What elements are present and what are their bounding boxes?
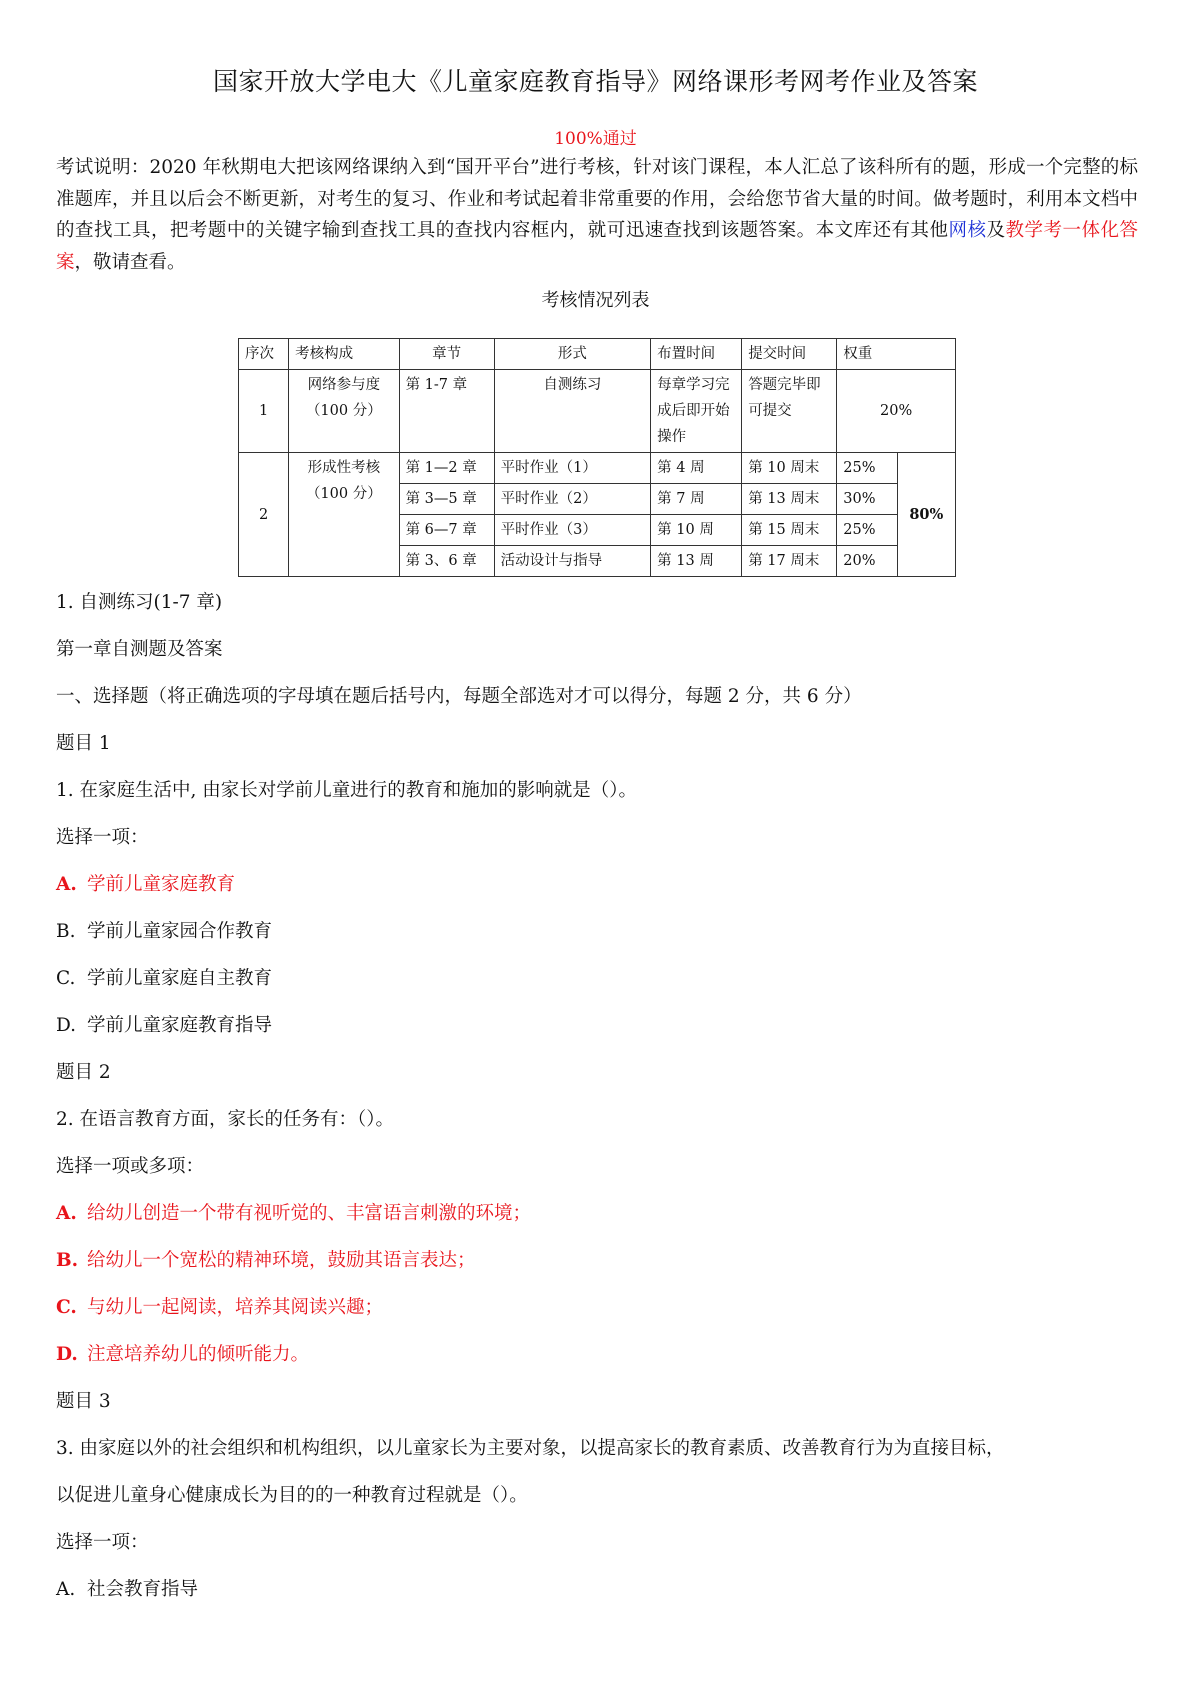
component-score: （100 分） xyxy=(305,486,382,502)
option-letter: D. xyxy=(56,1015,77,1036)
intro-text-2: 及 xyxy=(986,220,1006,241)
option-text: 学前儿童家庭自主教育 xyxy=(87,968,273,989)
component-cell xyxy=(289,370,399,453)
form-cell: 平时作业（2） xyxy=(494,484,650,515)
option-letter: A. xyxy=(56,1579,76,1600)
document-title: 国家开放大学电大《儿童家庭教育指导》网络课形考网考作业及答案 xyxy=(212,67,978,96)
header-cell: 提交时间 xyxy=(742,339,837,370)
intro-text-1: 考试说明：2020 年秋期电大把该网络课纳入到“国开平台”进行考核，针对该门课程，本人汇总了该科所有的题，形成一个完整的标准题库，并且以后会不断更新，对考生的复习、作业和考试起着非常重要的作用，会给您节省大量的时间。做考题时，利用本文档中的查找工具，把考题中的关键字输到查找工具的查找内容框内，就可迅速查找到该题答案。本文库还有其他 xyxy=(56,157,1138,241)
option-d[interactable] xyxy=(56,1340,309,1366)
option-letter: D. xyxy=(56,1344,78,1365)
table-row xyxy=(239,453,956,484)
option-a[interactable] xyxy=(56,1575,198,1601)
option-b[interactable] xyxy=(56,917,272,943)
option-c[interactable] xyxy=(56,964,272,990)
option-a[interactable] xyxy=(56,1199,531,1225)
component-name: 网络参与度 xyxy=(307,377,381,393)
section-heading: 1. 自测练习(1-7 章) xyxy=(56,592,223,613)
option-c[interactable] xyxy=(56,1293,383,1319)
submit-cell: 答题完毕即可提交 xyxy=(742,370,837,453)
submit-cell: 第 10 周末 xyxy=(742,453,837,484)
submit-cell: 第 17 周末 xyxy=(742,546,837,577)
intro-paragraph xyxy=(56,152,1138,278)
header-cell: 考核构成 xyxy=(289,339,399,370)
option-letter: C. xyxy=(56,968,76,989)
row-index: 2 xyxy=(239,453,289,577)
form-cell: 自测练习 xyxy=(494,370,650,453)
assign-cell: 第 4 周 xyxy=(651,453,742,484)
question-label: 题目 3 xyxy=(56,1391,111,1412)
question-prompt: 选择一项或多项： xyxy=(56,1156,205,1177)
question-stem: 3. 由家庭以外的社会组织和机构组织，以儿童家长为主要对象，以提高家长的教育素质、改善教育行为为直接目标， xyxy=(56,1438,1005,1459)
chapter-cell: 第 6—7 章 xyxy=(399,515,494,546)
option-text: 与幼儿一起阅读，培养其阅读兴趣； xyxy=(87,1297,384,1318)
assign-cell: 第 13 周 xyxy=(651,546,742,577)
question-prompt: 选择一项： xyxy=(56,827,149,848)
header-cell: 权重 xyxy=(837,339,956,370)
assessment-table xyxy=(238,338,956,577)
question-stem: 1. 在家庭生活中, 由家长对学前儿童进行的教育和施加的影响就是（）。 xyxy=(56,780,638,801)
table-caption: 考核情况列表 xyxy=(541,290,650,311)
wanghe-link[interactable]: 网核 xyxy=(948,220,987,241)
option-b[interactable] xyxy=(56,1246,476,1272)
option-a[interactable] xyxy=(56,870,235,896)
weight-cell: 25% xyxy=(837,515,897,546)
option-d[interactable] xyxy=(56,1011,272,1037)
pass-label: 100%通过 xyxy=(554,129,637,149)
component-score: （100 分） xyxy=(305,403,382,419)
weight-cell: 30% xyxy=(837,484,897,515)
option-text: 给幼儿一个宽松的精神环境，鼓励其语言表达； xyxy=(87,1250,476,1271)
header-cell: 章节 xyxy=(399,339,494,370)
weight-cell: 20% xyxy=(837,546,897,577)
assign-cell: 每章学习完成后即开始操作 xyxy=(651,370,742,453)
question-label: 题目 1 xyxy=(56,733,111,754)
component-name: 形成性考核 xyxy=(307,460,381,476)
submit-cell: 第 15 周末 xyxy=(742,515,837,546)
header-cell: 序次 xyxy=(239,339,289,370)
chapter-cell: 第 1-7 章 xyxy=(399,370,494,453)
chapter-cell: 第 3—5 章 xyxy=(399,484,494,515)
weight-cell: 20% xyxy=(837,370,956,453)
form-cell: 活动设计与指导 xyxy=(494,546,650,577)
option-text: 给幼儿创造一个带有视听觉的、丰富语言刺激的环境； xyxy=(87,1203,532,1224)
header-cell: 形式 xyxy=(494,339,650,370)
table-header-row xyxy=(239,339,956,370)
chapter-cell: 第 1—2 章 xyxy=(399,453,494,484)
form-cell: 平时作业（1） xyxy=(494,453,650,484)
option-letter: C. xyxy=(56,1297,77,1318)
chapter-heading: 第一章自测题及答案 xyxy=(56,639,223,660)
option-text: 学前儿童家庭教育 xyxy=(87,874,236,895)
option-letter: B. xyxy=(56,1250,79,1271)
chapter-cell: 第 3、6 章 xyxy=(399,546,494,577)
question-prompt: 选择一项： xyxy=(56,1532,149,1553)
assign-cell: 第 7 周 xyxy=(651,484,742,515)
total-weight-cell: 80% xyxy=(897,453,955,577)
assign-cell: 第 10 周 xyxy=(651,515,742,546)
form-cell: 平时作业（3） xyxy=(494,515,650,546)
option-letter: A. xyxy=(56,1203,77,1224)
table-row xyxy=(239,370,956,453)
option-text: 学前儿童家庭教育指导 xyxy=(87,1015,273,1036)
row-index: 1 xyxy=(239,370,289,453)
question-stem: 2. 在语言教育方面，家长的任务有：（）。 xyxy=(56,1109,395,1130)
submit-cell: 第 13 周末 xyxy=(742,484,837,515)
option-text: 注意培养幼儿的倾听能力。 xyxy=(87,1344,310,1365)
question-label: 题目 2 xyxy=(56,1062,111,1083)
weight-cell: 25% xyxy=(837,453,897,484)
component-cell xyxy=(289,453,399,577)
part-heading: 一、选择题（将正确选项的字母填在题后括号内，每题全部选对才可以得分，每题 2 分，共 6 分） xyxy=(56,686,862,707)
header-cell: 布置时间 xyxy=(651,339,742,370)
option-text: 社会教育指导 xyxy=(87,1579,199,1600)
question-stem-continued: 以促进儿童身心健康成长为目的的一种教育过程就是（）。 xyxy=(56,1485,528,1506)
integrated-answers-link[interactable]: 教学考一体化答案 xyxy=(56,220,1138,273)
option-letter: B. xyxy=(56,921,76,942)
intro-text-3: ，敬请查看。 xyxy=(74,251,186,273)
option-letter: A. xyxy=(56,874,77,895)
option-text: 学前儿童家园合作教育 xyxy=(87,921,273,942)
